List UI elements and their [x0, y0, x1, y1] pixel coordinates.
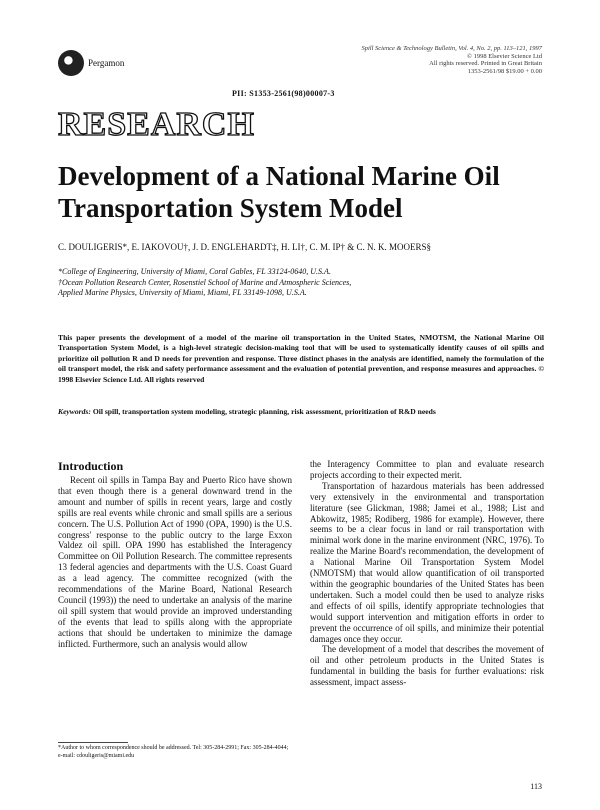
journal-line: © 1998 Elsevier Science Ltd	[467, 52, 542, 60]
author-list: C. DOULIGERIS*, E. IAKOVOU†, J. D. ENGLEHARDT‡, H. LI†, C. M. IP† & C. N. K. MOOERS§	[58, 242, 431, 252]
body-column-left	[58, 475, 292, 650]
footnote: *Author to whom correspondence should be addressed. Tel: 305-284-2991; Fax: 305-284-4044; e-mail: cdouligeris@miami.edu	[58, 745, 289, 759]
body-column-right	[310, 459, 544, 688]
publisher-name: Pergamon	[88, 58, 125, 68]
abstract: This paper presents the development of a model of the marine oil transportation in the United States, NMOTSM, the National Marine Oil Transportation System Model, is a high-level strategic decision-making tool that will be used to systematically identify causes of oil spills and prioritize oil pollution R and D needs for prevention and response. Three distinct phases in the analysis are identified, namely the formulation of the oil transport model, the risk and safety performance assessment and the evaluation of potential prevention, and response measures and approaches. © 1998 Elsevier Science Ltd. All rights reserved	[58, 333, 544, 384]
keywords	[58, 407, 544, 417]
footnote-divider	[58, 742, 128, 743]
affiliations	[58, 267, 528, 299]
body-paragraph: Recent oil spills in Tampa Bay and Puerto Rico have shown that even though there is a general downward trend in the amount and number of spills in recent years, large and costly spills are real events while chronic and small spills are a serious concern. The U.S. Pollution Act of 1990 (OPA, 1990) is the U.S. congress' response to the public outcry to the large Exxon Valdez oil spill. OPA 1990 has established the Interagency Committee on Oil Pollution Research. The committee represents 13 federal agencies and departments with the U.S. Coast Guard as a lead agency. The committee recognized (with the recommendations of the Marine Board, National Research Council (1993)) the need to undertake an analysis of the marine oil spill system that would provide an improved understanding of the events that lead to spills along with the appropriate actions that should be undertaken to minimize the damage inflicted. Furthermore, such an analysis would allow	[58, 475, 292, 649]
body-paragraph: Transportation of hazardous materials has been addressed very extensively in the environmental and transportation literature (see Glickman, 1988; Jamei et al., 1988; List and Abkowitz, 1985; Rodiberg, 1986 for example). However, there seems to be a clear focus in land or rail transportation with minimal work done in the marine environment (NRC, 1976). To realize the Marine Board's recommendation, the development of a National Marine Oil Transportation System Model (NMOTSM) that would allow quantification of oil transported within the geographic boundaries of the United States has been undertaken. Such a model could then be used to analyze risks and effects of oil spills, identify appropriate technologies that would support intervention and mitigation efforts in order to prevent the occurrence of oil spills, and minimize their potential damages once they occur.	[310, 480, 544, 644]
journal-line: 1353-2561/98 $19.00 + 0.00	[467, 67, 542, 75]
journal-line: All rights reserved. Printed in Great Britain	[429, 60, 542, 68]
body-paragraph: the Interagency Committee to plan and evaluate research projects according to their expected merit.	[310, 459, 544, 480]
section-banner: RESEARCH	[58, 106, 255, 143]
section-heading-introduction: Introduction	[58, 459, 124, 473]
keywords-text: Oil spill, transportation system modeling, strategic planning, risk assessment, prioritization of R&D needs	[92, 407, 436, 416]
affiliation-line: *College of Engineering, University of Miami, Coral Gables, FL 33124-0640, U.S.A.	[58, 267, 331, 276]
body-paragraph: The development of a model that describes the movement of oil and other petroleum products in the United States is fundamental in building the basis for further evaluations: risk assessment, impact assess-	[310, 644, 544, 688]
journal-line: Spill Science & Technology Bulletin, Vol. 4, No. 2, pp. 113–121, 1997	[361, 45, 542, 52]
affiliation-line: †Ocean Pollution Research Center, Rosenstiel School of Marine and Atmospheric Sciences,	[58, 277, 352, 287]
publisher-logo-icon	[58, 50, 84, 76]
keywords-label: Keywords:	[58, 407, 91, 416]
article-title: Development of a National Marine Oil Transportation System Model	[58, 161, 500, 223]
affiliation-line: Applied Marine Physics, University of Miami, Miami, FL 33149-1098, U.S.A.	[58, 288, 307, 297]
page-number: 113	[530, 782, 542, 791]
journal-citation	[302, 45, 542, 75]
pii-identifier: PII: S1353-2561(98)00007-3	[232, 89, 335, 98]
